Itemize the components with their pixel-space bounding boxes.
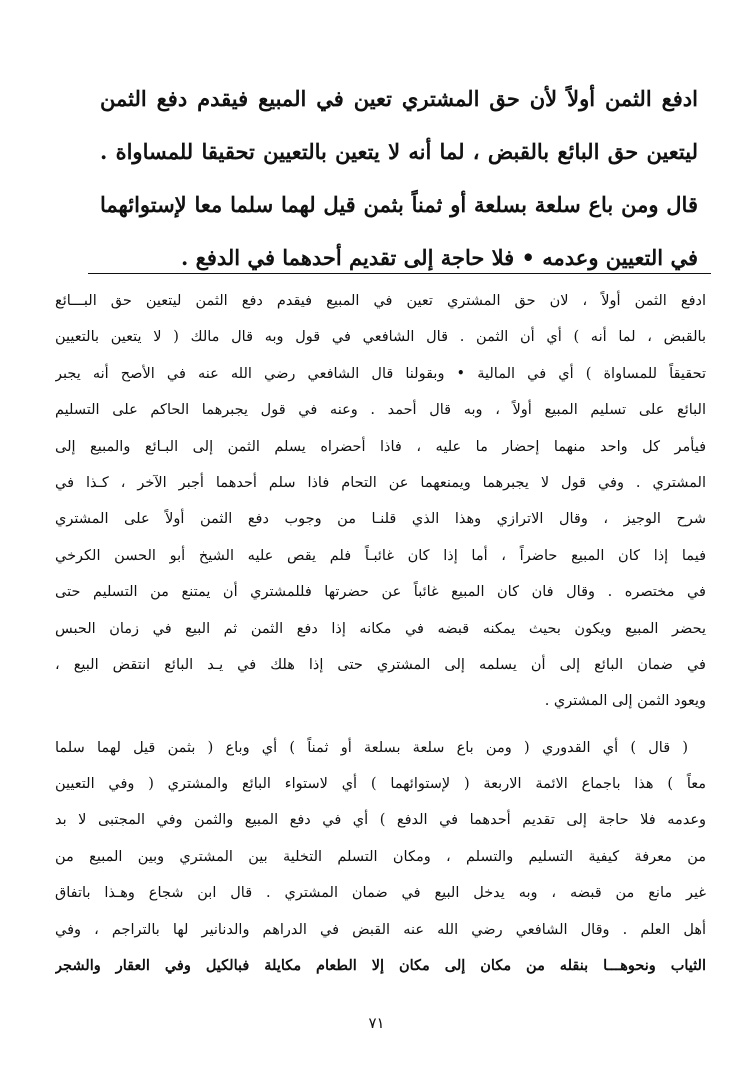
commentary-paragraph <box>55 730 706 985</box>
matn-text-block <box>100 72 698 284</box>
commentary-line: غير مانع من قبضه ، وبه يدخل البيع في ضمان المشتري . قال ابن شجاع وهـذا باتفاق <box>55 885 706 902</box>
separator-line <box>88 273 711 274</box>
commentary-line: المشتري . وفي قول لا يجبرهما ويمنعهما عن التحام فاذا سلم أحدهما أجبر الآخر ، كـذا في <box>55 474 706 491</box>
commentary-line: البائع على تسليم المبيع أولاً ، وبه قال أحمد . وعنه في قول يجبرهما الحاكم على التسليم <box>55 402 706 419</box>
commentary-text-block <box>55 283 706 984</box>
matn-line: في التعيين وعدمه • فلا حاجة إلى تقديم أحدهما في الدفع . <box>181 245 698 270</box>
commentary-line: يحضر المبيع ويكون بحيث يمكنه قبضه في مكانه إذا دفع الثمن ثم البيع في زمان الحبس <box>55 620 706 637</box>
commentary-line: ادفع الثمن أولاً ، لان حق المشتري تعين في المبيع فيقدم دفع الثمن ليتعين حق البـــائع <box>55 293 706 309</box>
commentary-line: أهل العلم . وقال الشافعي رضي الله عنه القبض في الدراهم والدنانير لها بالتراجم ، وفي <box>55 921 706 938</box>
commentary-line: ( قال ) أي القدوري ( ومن باع سلعة بسلعة أو ثمناً ) أي وباع ( بثمن قيل لهما سلما <box>55 739 688 756</box>
commentary-line: تحقيقاً للمساواة ) أي في المالية • وبقولنا قال الشافعي رضي الله عنه في الأصح أنه يجبر <box>55 365 706 382</box>
matn-line: ليتعين حق البائع بالقبض ، لما أنه لا يتعين بالتعيين تحقيقا للمساواة . <box>100 139 698 164</box>
matn-line: ادفع الثمن أولاً لأن حق المشتري تعين في المبيع فيقدم دفع الثمن <box>100 86 698 111</box>
commentary-line: من معرفة كيفية التسليم والتسلم ، ومكان التسلم التخلية بين المشتري وبين المبيع من <box>55 848 706 865</box>
commentary-line: ويعود الثمن إلى المشتري . <box>544 693 706 710</box>
commentary-line: الثياب ونحوهـــا بنقله من مكان إلى مكان إلا الطعام مكايلة فبالكيل وفي العقار والشجر <box>55 957 706 975</box>
commentary-line: فيأمر كل واحد منهما إحضار ما عليه ، فاذا أحضراه يسلم الثمن إلى البـائع والمبيع إلى <box>55 438 706 455</box>
commentary-line: فيما إذا كان المبيع حاضراً ، أما إذا كان غائبـاً فلم يقص عليه الشيخ أبو الحسن الكرخي <box>55 547 706 564</box>
matn-line: قال ومن باع سلعة بسلعة أو ثمناً بثمن قيل لهما سلما معا لإستوائهما <box>100 192 698 217</box>
commentary-line: في ضمان البائع إلى أن يسلمه إلى المشتري حتى إذا هلك في يـد البائع انتقض البيع ، <box>55 656 706 673</box>
commentary-line: معاً ) هذا باجماع الائمة الاربعة ( لإستوائهما ) أي لاستواء البائع والمشتري ( وفي التعيين <box>55 776 706 793</box>
commentary-line: وعدمه فلا حاجة إلى تقديم أحدهما في الدفع ) أي في دفع المبيع والثمن وفي المجتبى لا بد <box>55 812 706 829</box>
commentary-line: في مختصره . وقال فان كان المبيع غائباً عن حضرتها فللمشتري أن يمتنع من التسليم حتى <box>55 584 706 601</box>
page-number: ٧١ <box>368 1014 385 1032</box>
commentary-line: شرح الوجيز ، وقال الاترازي وهذا الذي قلنـا من وجوب دفع الثمن أولاً على المشتري <box>55 511 706 528</box>
commentary-line: بالقبض ، لما أنه ) أي أن الثمن . قال الشافعي في قول وبه قال مالك ( لا يتعين بالتعيين <box>55 329 706 346</box>
commentary-paragraph <box>55 283 706 720</box>
